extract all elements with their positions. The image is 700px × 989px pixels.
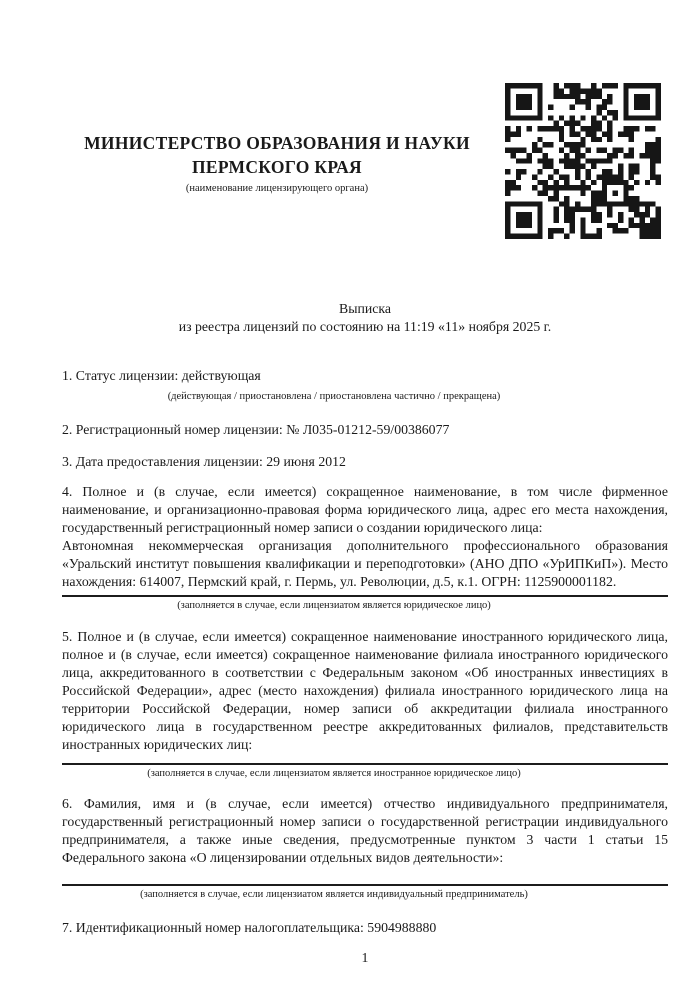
item-1-license-status: 1. Статус лицензии: действующая: [62, 368, 261, 383]
item-6-entrepreneur-heading: 6. Фамилия, имя и (в случае, если имеется) отчество индивидуального предпринимателя, государственный регистрационный номер записи о государственной регистрации индивидуального предпринимателя, а также иные сведения, предусмотренные пунктом 3 части 1 статьи 15 Федерального закона «О лицензировании отдельных видов деятельности»:: [62, 796, 668, 865]
ministry-caption: (наименование лицензирующего органа): [185, 183, 369, 194]
item-5-caption: (заполняется в случае, если лицензиатом является иностранное юридическое лицо): [147, 768, 521, 779]
document-title: [62, 300, 668, 336]
item-4-signature-rule: [62, 595, 668, 597]
item-7-taxpayer-number: 7. Идентификационный номер налогоплательщика: 5904988880: [62, 920, 437, 935]
document-title-line2: из реестра лицензий по состоянию на 11:19 «11» ноября 2025 г.: [178, 319, 552, 334]
item-3-license-date: 3. Дата предоставления лицензии: 29 июня 2012: [62, 454, 346, 469]
item-4-legal-entity-heading: 4. Полное и (в случае, если имеется) сокращенное наименование, в том числе фирменное наименование, и организационно-правовая форма юридического лица, адрес его места нахождения, государственный регистрационный номер записи о создании юридического лица:: [62, 484, 668, 535]
item-4-legal-entity-value: Автономная некоммерческая организация дополнительного профессионального образования «Уральский институт повышения квалификации и переподготовки» (АНО ДПО «УрИПКиП»). Место нахождения: 614007, Пермский край, г. Пермь, ул. Революции, д.5, к.1. ОГРН: 1125900001182.: [62, 538, 668, 589]
ministry-name-line1: МИНИСТЕРСТВО ОБРАЗОВАНИЯ И НАУКИ: [84, 133, 470, 153]
item-5-blank-rule: [62, 763, 668, 765]
item-2-registration-number: 2. Регистрационный номер лицензии: № Л035-01212-59/00386077: [62, 422, 450, 437]
document-body: [62, 0, 668, 967]
item-4-caption: (заполняется в случае, если лицензиатом является юридическое лицо): [177, 600, 491, 611]
item-6-blank-rule: [62, 884, 668, 886]
item-6-caption: (заполняется в случае, если лицензиатом является индивидуальный предприниматель): [140, 889, 528, 900]
item-1-caption: (действующая / приостановлена / приостановлена частично / прекращена): [167, 391, 501, 402]
item-5-foreign-entity-heading: 5. Полное и (в случае, если имеется) сокращенное наименование иностранного юридического лица, полное и (в случае, если имеется) сокращенное наименование филиала иностранного юридического лица, аккредитованного в соответствии с Федеральным законом «Об иностранных инвестициях в Российской Федерации», адрес (место нахождения) филиала иностранного юридического лица на территории Российской Федерации, номер записи об аккредитации филиала иностранного юридического лица в государственном реестре аккредитованных филиалов, представительств иностранных юридических лиц:: [62, 629, 668, 752]
ministry-name-line2: ПЕРМСКОГО КРАЯ: [192, 157, 362, 177]
page-number: 1: [361, 950, 369, 965]
document-title-line1: Выписка: [339, 301, 391, 316]
